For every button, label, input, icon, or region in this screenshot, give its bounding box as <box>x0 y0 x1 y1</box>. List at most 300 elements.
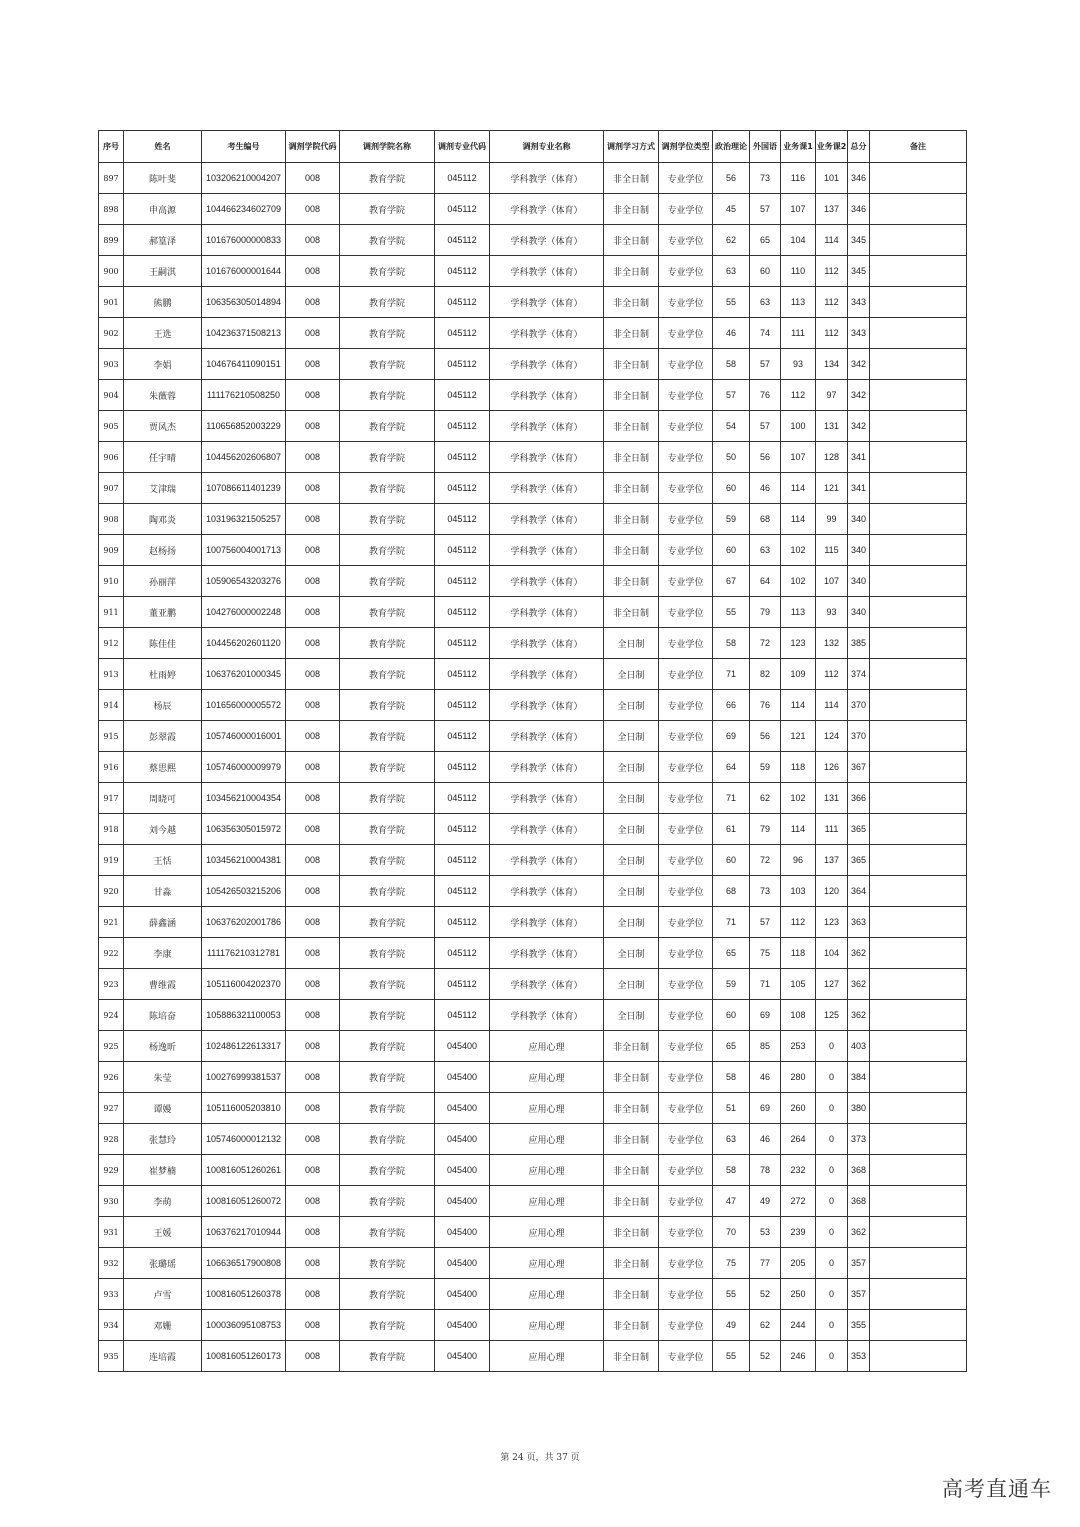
cell-name: 甘淼 <box>124 876 202 907</box>
cell-seq: 928 <box>99 1124 124 1155</box>
cell-exam-id: 104236371508213 <box>202 318 286 349</box>
cell-degree-type: 专业学位 <box>659 659 713 690</box>
cell-exam-id: 100816051260173 <box>202 1341 286 1372</box>
cell-major-code: 045112 <box>435 783 490 814</box>
cell-seq: 929 <box>99 1155 124 1186</box>
cell-college-code: 008 <box>286 349 340 380</box>
cell-subject-2: 125 <box>816 1000 848 1031</box>
cell-college-code: 008 <box>286 225 340 256</box>
cell-major-code: 045112 <box>435 380 490 411</box>
cell-foreign-lang: 53 <box>750 1217 781 1248</box>
cell-total: 340 <box>848 535 870 566</box>
cell-study-mode: 非全日制 <box>604 1341 659 1372</box>
cell-politics: 66 <box>713 690 750 721</box>
table-row <box>99 597 967 628</box>
cell-subject-1: 110 <box>781 256 816 287</box>
cell-exam-id: 104456202601120 <box>202 628 286 659</box>
cell-major-code: 045112 <box>435 349 490 380</box>
cell-college-code: 008 <box>286 256 340 287</box>
cell-total: 346 <box>848 194 870 225</box>
cell-degree-type: 专业学位 <box>659 1000 713 1031</box>
cell-exam-id: 105116005203810 <box>202 1093 286 1124</box>
cell-major-code: 045112 <box>435 845 490 876</box>
cell-subject-1: 232 <box>781 1155 816 1186</box>
cell-politics: 71 <box>713 783 750 814</box>
cell-degree-type: 专业学位 <box>659 163 713 194</box>
cell-degree-type: 专业学位 <box>659 256 713 287</box>
cell-subject-2: 101 <box>816 163 848 194</box>
cell-study-mode: 非全日制 <box>604 566 659 597</box>
cell-exam-id: 104456202606807 <box>202 442 286 473</box>
cell-exam-id: 103456210004381 <box>202 845 286 876</box>
cell-degree-type: 专业学位 <box>659 287 713 318</box>
cell-degree-type: 专业学位 <box>659 907 713 938</box>
cell-foreign-lang: 76 <box>750 380 781 411</box>
cell-politics: 70 <box>713 1217 750 1248</box>
cell-degree-type: 专业学位 <box>659 876 713 907</box>
table-row <box>99 380 967 411</box>
cell-politics: 55 <box>713 597 750 628</box>
header-col-major-name: 调剂专业名称 <box>490 131 604 163</box>
cell-subject-1: 280 <box>781 1062 816 1093</box>
cell-name: 赵杨扬 <box>124 535 202 566</box>
cell-seq: 898 <box>99 194 124 225</box>
cell-major-code: 045112 <box>435 938 490 969</box>
cell-foreign-lang: 57 <box>750 907 781 938</box>
cell-politics: 63 <box>713 1124 750 1155</box>
cell-name: 张慧玲 <box>124 1124 202 1155</box>
cell-name: 谭嫚 <box>124 1093 202 1124</box>
cell-remark <box>870 1248 967 1279</box>
cell-remark <box>870 1031 967 1062</box>
cell-college-name: 教育学院 <box>340 628 435 659</box>
cell-seq: 927 <box>99 1093 124 1124</box>
cell-politics: 71 <box>713 907 750 938</box>
cell-name: 曹维霞 <box>124 969 202 1000</box>
header-col-college-name: 调剂学院名称 <box>340 131 435 163</box>
cell-major-name: 应用心理 <box>490 1310 604 1341</box>
cell-subject-2: 0 <box>816 1341 848 1372</box>
cell-college-code: 008 <box>286 876 340 907</box>
cell-remark <box>870 1155 967 1186</box>
cell-major-name: 学科教学（体育） <box>490 907 604 938</box>
cell-subject-1: 113 <box>781 597 816 628</box>
cell-total: 366 <box>848 783 870 814</box>
cell-exam-id: 105746000016001 <box>202 721 286 752</box>
cell-study-mode: 非全日制 <box>604 380 659 411</box>
cell-study-mode: 非全日制 <box>604 535 659 566</box>
cell-college-code: 008 <box>286 628 340 659</box>
cell-subject-1: 253 <box>781 1031 816 1062</box>
cell-name: 卢雪 <box>124 1279 202 1310</box>
cell-major-code: 045112 <box>435 225 490 256</box>
cell-major-name: 学科教学（体育） <box>490 349 604 380</box>
cell-remark <box>870 411 967 442</box>
cell-name: 申高源 <box>124 194 202 225</box>
table-row <box>99 1186 967 1217</box>
table-row <box>99 1155 967 1186</box>
cell-total: 370 <box>848 690 870 721</box>
cell-college-name: 教育学院 <box>340 504 435 535</box>
cell-remark <box>870 1341 967 1372</box>
cell-name: 王恬 <box>124 845 202 876</box>
cell-major-name: 学科教学（体育） <box>490 597 604 628</box>
cell-study-mode: 非全日制 <box>604 473 659 504</box>
cell-politics: 71 <box>713 659 750 690</box>
cell-subject-1: 108 <box>781 1000 816 1031</box>
header-row <box>99 131 967 163</box>
table-row <box>99 225 967 256</box>
cell-college-name: 教育学院 <box>340 411 435 442</box>
cell-major-code: 045400 <box>435 1093 490 1124</box>
cell-college-name: 教育学院 <box>340 721 435 752</box>
cell-total: 368 <box>848 1155 870 1186</box>
cell-name: 邓姗 <box>124 1310 202 1341</box>
cell-foreign-lang: 64 <box>750 566 781 597</box>
cell-major-name: 学科教学（体育） <box>490 628 604 659</box>
cell-seq: 935 <box>99 1341 124 1372</box>
cell-foreign-lang: 46 <box>750 1124 781 1155</box>
cell-seq: 934 <box>99 1310 124 1341</box>
cell-college-code: 008 <box>286 938 340 969</box>
cell-college-code: 008 <box>286 907 340 938</box>
cell-total: 340 <box>848 504 870 535</box>
cell-exam-id: 101676000001644 <box>202 256 286 287</box>
cell-study-mode: 非全日制 <box>604 1310 659 1341</box>
cell-college-name: 教育学院 <box>340 473 435 504</box>
cell-major-name: 学科教学（体育） <box>490 938 604 969</box>
cell-exam-id: 107086611401239 <box>202 473 286 504</box>
cell-major-code: 045400 <box>435 1279 490 1310</box>
cell-seq: 905 <box>99 411 124 442</box>
cell-subject-2: 111 <box>816 814 848 845</box>
cell-degree-type: 专业学位 <box>659 442 713 473</box>
cell-total: 362 <box>848 969 870 1000</box>
table-row <box>99 163 967 194</box>
cell-subject-2: 115 <box>816 535 848 566</box>
cell-college-name: 教育学院 <box>340 287 435 318</box>
cell-college-name: 教育学院 <box>340 876 435 907</box>
cell-study-mode: 非全日制 <box>604 1124 659 1155</box>
cell-subject-1: 118 <box>781 938 816 969</box>
cell-major-code: 045400 <box>435 1124 490 1155</box>
cell-major-name: 学科教学（体育） <box>490 256 604 287</box>
cell-major-code: 045400 <box>435 1155 490 1186</box>
table-row <box>99 442 967 473</box>
cell-major-name: 学科教学（体育） <box>490 1000 604 1031</box>
cell-college-code: 008 <box>286 814 340 845</box>
cell-major-name: 学科教学（体育） <box>490 814 604 845</box>
cell-name: 连培霞 <box>124 1341 202 1372</box>
cell-subject-2: 137 <box>816 194 848 225</box>
cell-seq: 903 <box>99 349 124 380</box>
cell-total: 362 <box>848 1000 870 1031</box>
cell-remark <box>870 1093 967 1124</box>
cell-degree-type: 专业学位 <box>659 752 713 783</box>
cell-politics: 63 <box>713 256 750 287</box>
cell-foreign-lang: 57 <box>750 194 781 225</box>
cell-total: 385 <box>848 628 870 659</box>
cell-subject-2: 0 <box>816 1217 848 1248</box>
watermark-text: 高考直通车 <box>942 1477 1052 1501</box>
cell-seq: 914 <box>99 690 124 721</box>
cell-politics: 55 <box>713 1341 750 1372</box>
cell-seq: 926 <box>99 1062 124 1093</box>
table-row <box>99 566 967 597</box>
cell-remark <box>870 969 967 1000</box>
table-row <box>99 287 967 318</box>
cell-subject-2: 131 <box>816 783 848 814</box>
cell-subject-2: 120 <box>816 876 848 907</box>
cell-subject-1: 111 <box>781 318 816 349</box>
cell-total: 368 <box>848 1186 870 1217</box>
cell-foreign-lang: 62 <box>750 783 781 814</box>
cell-major-name: 学科教学（体育） <box>490 411 604 442</box>
cell-politics: 51 <box>713 1093 750 1124</box>
cell-politics: 49 <box>713 1310 750 1341</box>
cell-subject-2: 131 <box>816 411 848 442</box>
cell-name: 张璐瑶 <box>124 1248 202 1279</box>
cell-foreign-lang: 74 <box>750 318 781 349</box>
cell-exam-id: 105746000012132 <box>202 1124 286 1155</box>
cell-subject-2: 126 <box>816 752 848 783</box>
cell-major-code: 045112 <box>435 442 490 473</box>
cell-subject-2: 107 <box>816 566 848 597</box>
cell-remark <box>870 814 967 845</box>
cell-remark <box>870 225 967 256</box>
cell-seq: 932 <box>99 1248 124 1279</box>
cell-exam-id: 104276000002248 <box>202 597 286 628</box>
cell-major-name: 学科教学（体育） <box>490 504 604 535</box>
header-col-seq: 序号 <box>99 131 124 163</box>
cell-subject-1: 114 <box>781 473 816 504</box>
cell-subject-2: 112 <box>816 256 848 287</box>
cell-study-mode: 非全日制 <box>604 411 659 442</box>
cell-remark <box>870 752 967 783</box>
cell-foreign-lang: 63 <box>750 535 781 566</box>
cell-college-name: 教育学院 <box>340 194 435 225</box>
cell-subject-2: 93 <box>816 597 848 628</box>
cell-college-name: 教育学院 <box>340 1124 435 1155</box>
cell-college-code: 008 <box>286 1341 340 1372</box>
cell-subject-2: 104 <box>816 938 848 969</box>
cell-study-mode: 非全日制 <box>604 1279 659 1310</box>
cell-college-code: 008 <box>286 535 340 566</box>
cell-major-code: 045112 <box>435 411 490 442</box>
cell-foreign-lang: 46 <box>750 1062 781 1093</box>
cell-seq: 913 <box>99 659 124 690</box>
table-row <box>99 473 967 504</box>
cell-major-name: 应用心理 <box>490 1031 604 1062</box>
cell-seq: 915 <box>99 721 124 752</box>
cell-seq: 906 <box>99 442 124 473</box>
cell-college-code: 008 <box>286 1310 340 1341</box>
cell-college-name: 教育学院 <box>340 1155 435 1186</box>
cell-foreign-lang: 52 <box>750 1341 781 1372</box>
cell-politics: 46 <box>713 318 750 349</box>
table-row <box>99 1217 967 1248</box>
cell-subject-2: 121 <box>816 473 848 504</box>
cell-subject-1: 121 <box>781 721 816 752</box>
cell-major-name: 学科教学（体育） <box>490 752 604 783</box>
cell-name: 杨逸昕 <box>124 1031 202 1062</box>
cell-subject-2: 0 <box>816 1155 848 1186</box>
header-col-subject-2: 业务课2 <box>816 131 848 163</box>
cell-remark <box>870 1062 967 1093</box>
cell-subject-2: 0 <box>816 1062 848 1093</box>
cell-seq: 923 <box>99 969 124 1000</box>
cell-college-code: 008 <box>286 1000 340 1031</box>
cell-major-code: 045112 <box>435 752 490 783</box>
header-col-remark: 备注 <box>870 131 967 163</box>
cell-politics: 59 <box>713 504 750 535</box>
cell-degree-type: 专业学位 <box>659 1155 713 1186</box>
cell-college-name: 教育学院 <box>340 1031 435 1062</box>
table-row <box>99 783 967 814</box>
cell-study-mode: 非全日制 <box>604 1031 659 1062</box>
cell-major-code: 045112 <box>435 597 490 628</box>
cell-subject-2: 97 <box>816 380 848 411</box>
cell-study-mode: 全日制 <box>604 814 659 845</box>
cell-major-name: 学科教学（体育） <box>490 783 604 814</box>
cell-name: 李萌 <box>124 1186 202 1217</box>
cell-study-mode: 非全日制 <box>604 225 659 256</box>
cell-politics: 54 <box>713 411 750 442</box>
cell-college-name: 教育学院 <box>340 225 435 256</box>
cell-subject-1: 260 <box>781 1093 816 1124</box>
cell-subject-2: 132 <box>816 628 848 659</box>
cell-study-mode: 全日制 <box>604 845 659 876</box>
cell-seq: 925 <box>99 1031 124 1062</box>
cell-politics: 61 <box>713 814 750 845</box>
cell-politics: 75 <box>713 1248 750 1279</box>
cell-major-name: 学科教学（体育） <box>490 194 604 225</box>
cell-seq: 919 <box>99 845 124 876</box>
cell-major-name: 应用心理 <box>490 1155 604 1186</box>
table-row <box>99 845 967 876</box>
cell-college-name: 教育学院 <box>340 163 435 194</box>
cell-name: 陈培奋 <box>124 1000 202 1031</box>
cell-college-name: 教育学院 <box>340 256 435 287</box>
header-col-study-mode: 调剂学习方式 <box>604 131 659 163</box>
cell-foreign-lang: 59 <box>750 752 781 783</box>
cell-college-code: 008 <box>286 1093 340 1124</box>
cell-remark <box>870 721 967 752</box>
cell-degree-type: 专业学位 <box>659 1279 713 1310</box>
cell-foreign-lang: 68 <box>750 504 781 535</box>
cell-exam-id: 110656852003229 <box>202 411 286 442</box>
cell-name: 薛鑫涵 <box>124 907 202 938</box>
cell-name: 王媛 <box>124 1217 202 1248</box>
cell-college-name: 教育学院 <box>340 659 435 690</box>
cell-remark <box>870 566 967 597</box>
cell-college-code: 008 <box>286 597 340 628</box>
cell-remark <box>870 1279 967 1310</box>
cell-foreign-lang: 60 <box>750 256 781 287</box>
cell-exam-id: 106376202001786 <box>202 907 286 938</box>
cell-subject-1: 113 <box>781 287 816 318</box>
cell-degree-type: 专业学位 <box>659 845 713 876</box>
table-row <box>99 256 967 287</box>
table-row <box>99 628 967 659</box>
cell-major-code: 045400 <box>435 1217 490 1248</box>
cell-study-mode: 全日制 <box>604 907 659 938</box>
cell-total: 341 <box>848 473 870 504</box>
cell-subject-1: 272 <box>781 1186 816 1217</box>
cell-seq: 910 <box>99 566 124 597</box>
cell-study-mode: 全日制 <box>604 876 659 907</box>
cell-remark <box>870 1217 967 1248</box>
cell-college-code: 008 <box>286 845 340 876</box>
cell-study-mode: 非全日制 <box>604 597 659 628</box>
cell-study-mode: 全日制 <box>604 721 659 752</box>
cell-subject-2: 0 <box>816 1279 848 1310</box>
cell-exam-id: 105426503215206 <box>202 876 286 907</box>
cell-total: 403 <box>848 1031 870 1062</box>
cell-degree-type: 专业学位 <box>659 783 713 814</box>
cell-college-code: 008 <box>286 659 340 690</box>
cell-college-code: 008 <box>286 504 340 535</box>
table-row <box>99 1000 967 1031</box>
cell-subject-1: 114 <box>781 504 816 535</box>
cell-study-mode: 非全日制 <box>604 163 659 194</box>
table-row <box>99 194 967 225</box>
header-col-college-code: 调剂学院代码 <box>286 131 340 163</box>
header-col-subject-1: 业务课1 <box>781 131 816 163</box>
table-row <box>99 659 967 690</box>
table-row <box>99 1341 967 1372</box>
cell-seq: 921 <box>99 907 124 938</box>
cell-degree-type: 专业学位 <box>659 690 713 721</box>
cell-subject-2: 99 <box>816 504 848 535</box>
cell-exam-id: 100816051260378 <box>202 1279 286 1310</box>
cell-total: 384 <box>848 1062 870 1093</box>
cell-degree-type: 专业学位 <box>659 318 713 349</box>
cell-remark <box>870 907 967 938</box>
cell-remark <box>870 1000 967 1031</box>
cell-remark <box>870 163 967 194</box>
cell-remark <box>870 349 967 380</box>
cell-major-code: 045400 <box>435 1310 490 1341</box>
cell-major-name: 应用心理 <box>490 1062 604 1093</box>
cell-seq: 907 <box>99 473 124 504</box>
cell-foreign-lang: 46 <box>750 473 781 504</box>
cell-degree-type: 专业学位 <box>659 1186 713 1217</box>
cell-seq: 909 <box>99 535 124 566</box>
cell-subject-1: 109 <box>781 659 816 690</box>
cell-total: 357 <box>848 1248 870 1279</box>
cell-major-name: 学科教学（体育） <box>490 690 604 721</box>
cell-subject-1: 114 <box>781 690 816 721</box>
cell-study-mode: 全日制 <box>604 690 659 721</box>
cell-exam-id: 106376201000345 <box>202 659 286 690</box>
cell-study-mode: 非全日制 <box>604 504 659 535</box>
cell-name: 陈佳佳 <box>124 628 202 659</box>
cell-remark <box>870 1186 967 1217</box>
cell-name: 艾津瑞 <box>124 473 202 504</box>
cell-exam-id: 105116004202370 <box>202 969 286 1000</box>
cell-major-name: 学科教学（体育） <box>490 380 604 411</box>
cell-subject-1: 107 <box>781 442 816 473</box>
cell-subject-1: 112 <box>781 380 816 411</box>
cell-foreign-lang: 49 <box>750 1186 781 1217</box>
cell-politics: 65 <box>713 938 750 969</box>
cell-remark <box>870 938 967 969</box>
cell-seq: 918 <box>99 814 124 845</box>
cell-seq: 912 <box>99 628 124 659</box>
cell-subject-2: 123 <box>816 907 848 938</box>
cell-major-code: 045112 <box>435 473 490 504</box>
